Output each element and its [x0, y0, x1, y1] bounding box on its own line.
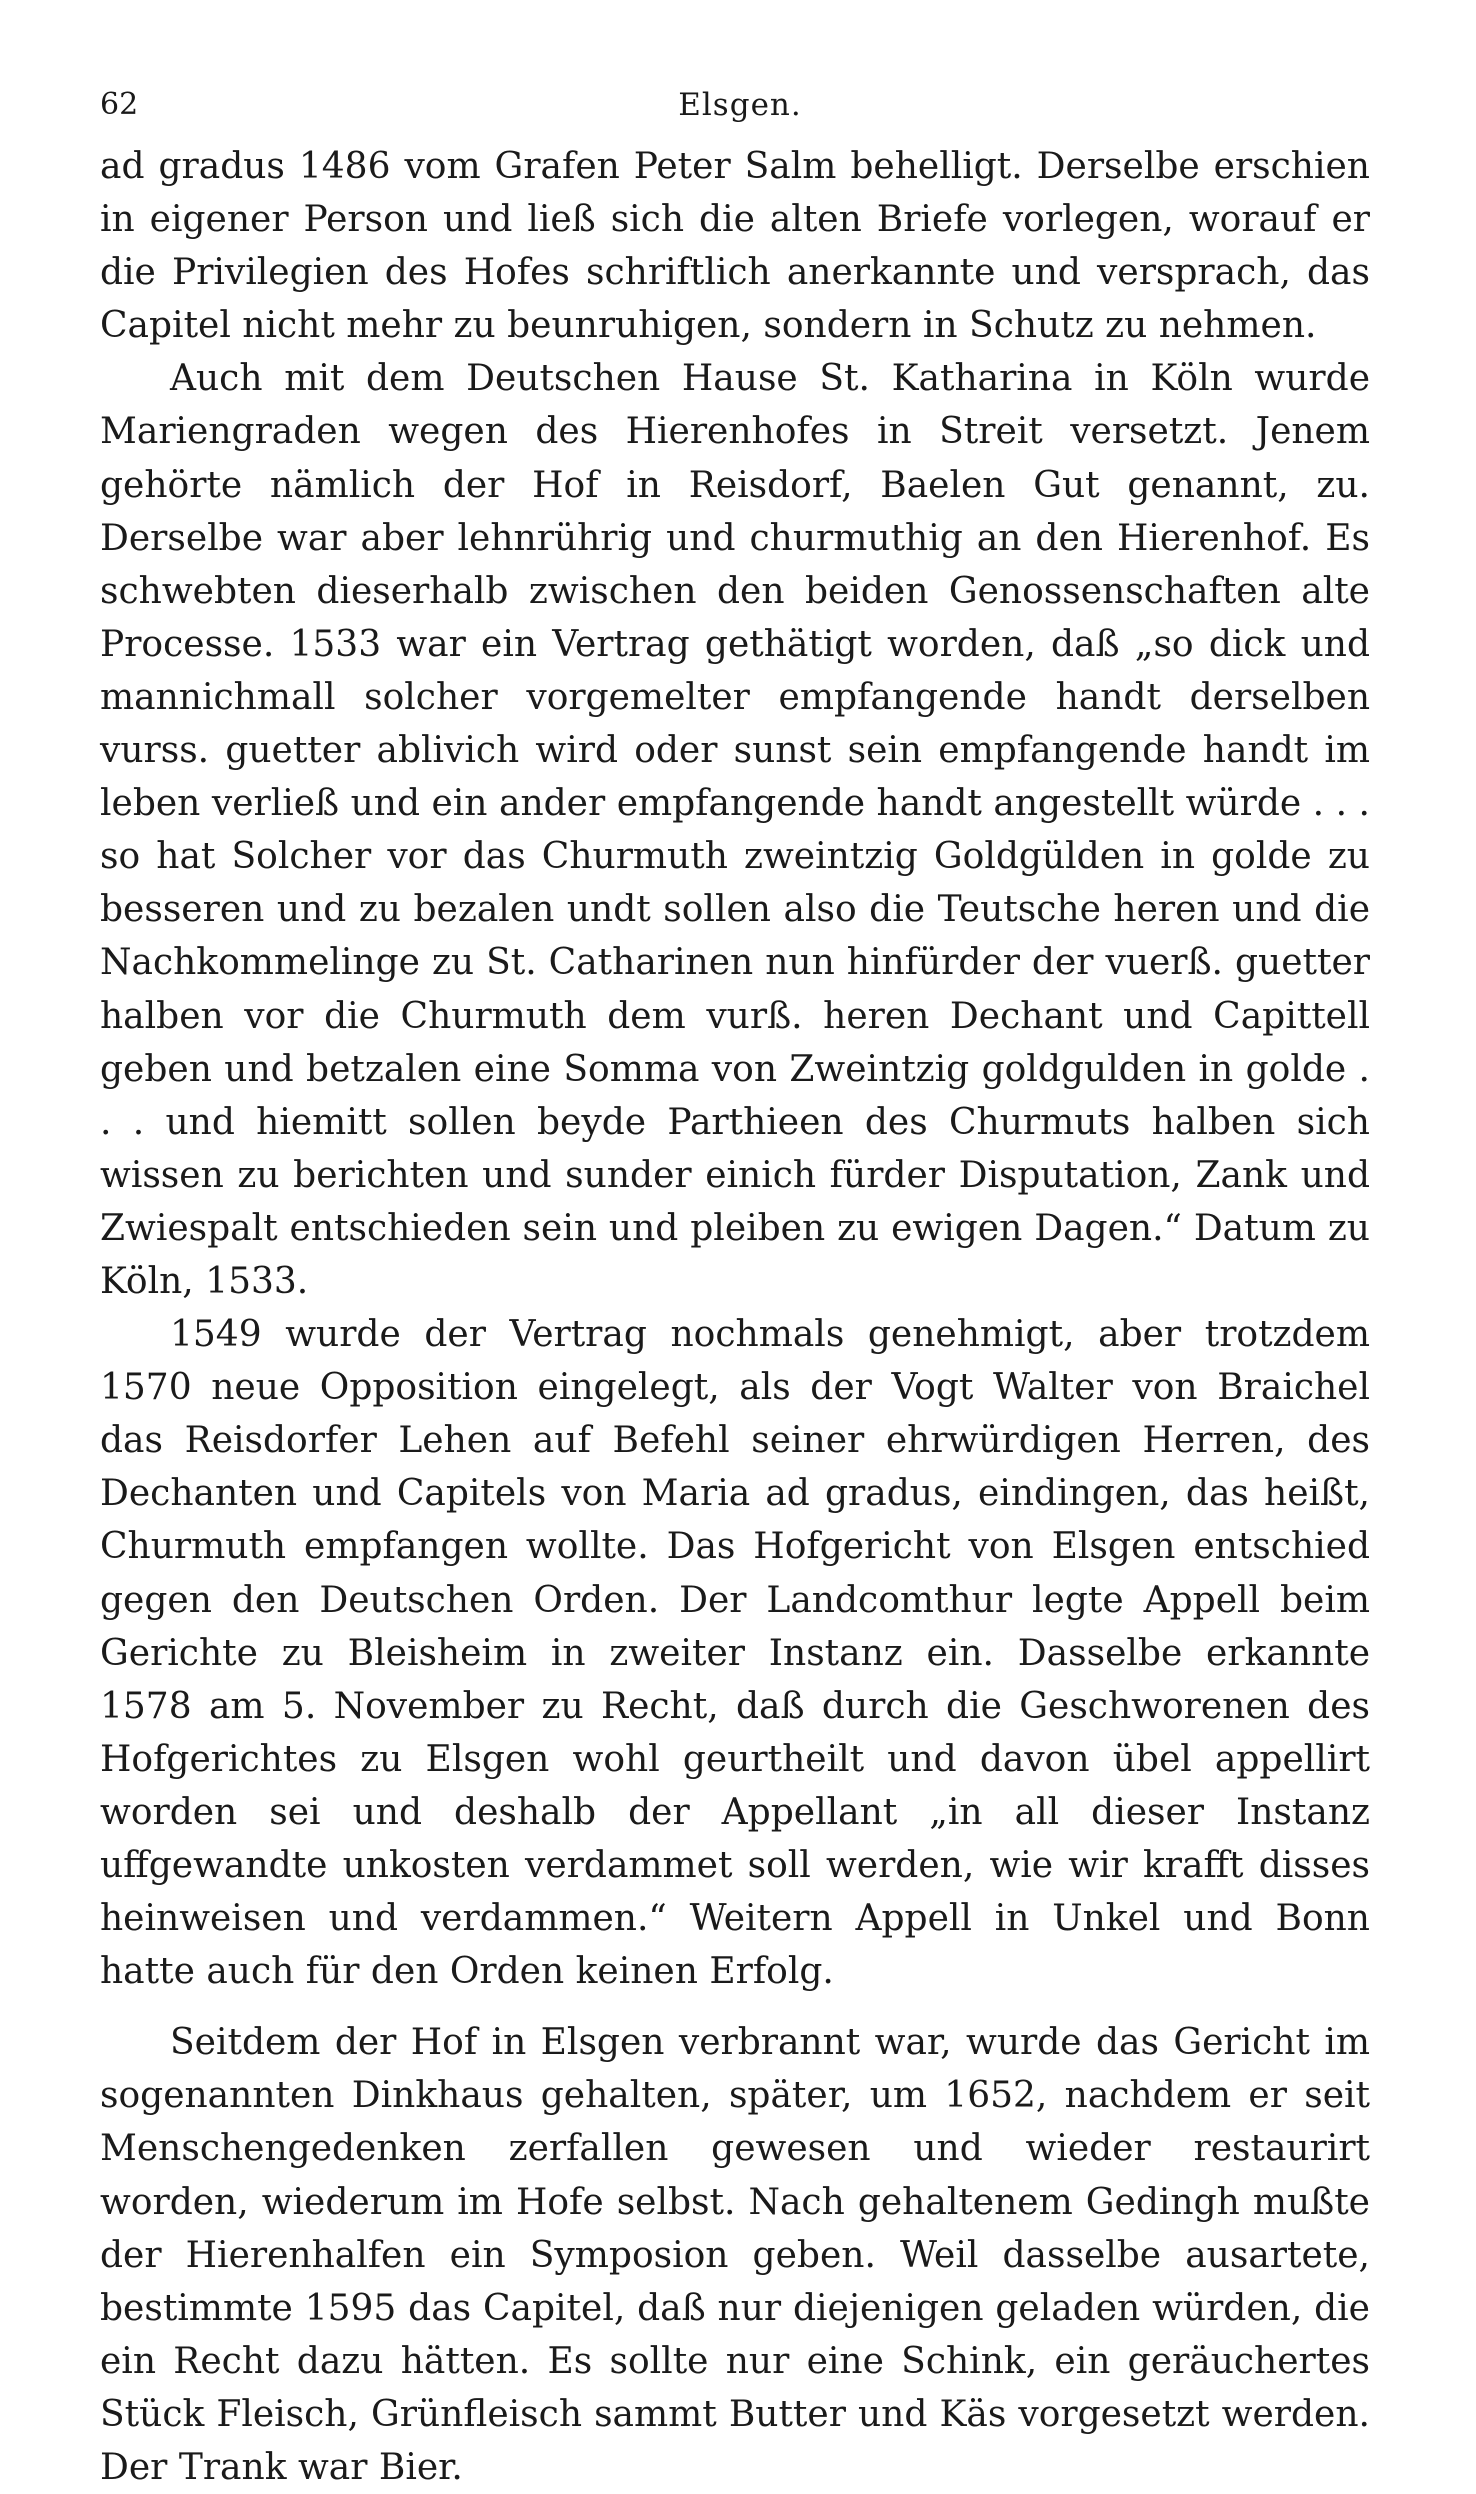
page-number: 62 [100, 87, 139, 122]
paragraph-vertrag-1549: 1549 wurde der Vertrag nochmals genehmigt, aber trotzdem 1570 neue Opposition eingelegt, als der Vogt Walter von Braichel das Reisdorfer Lehen auf Befehl seiner ehrwürdigen Herren, des Dechanten und Capitels von Maria ad gradus, eindingen, das heißt, Churmuth empfangen wollte. Das Hofgericht von Elsgen entschied gegen den Deutschen Orden. Der Landcomthur legte Appell beim Gerichte zu Bleisheim in zweiter Instanz ein. Dasselbe erkannte 1578 am 5. November zu Recht, daß durch die Geschworenen des Hofgerichtes zu Elsgen wohl geurtheilt und davon übel appellirt worden sei und deshalb der Appellant „in all dieser Instanz uffgewandte unkosten verdammet soll werden, wie wir krafft disses heinweisen und verdammen.“ Weitern Appell in Unkel und Bonn hatte auch für den Orden keinen Erfolg. [100, 1314, 1370, 1993]
page-header [100, 80, 1380, 130]
paragraph-continuation: ad gradus 1486 vom Grafen Peter Salm behelligt. Derselbe erschien in eigener Person und ließ sich die alten Briefe vorlegen, worauf er die Privilegien des Hofes schriftlich anerkannte und versprach, das Capitel nicht mehr zu beunruhigen, sondern in Schutz zu nehmen. [100, 146, 1370, 347]
paragraph-dinkhaus: Seitdem der Hof in Elsgen verbrannt war, wurde das Gericht im sogenannten Dinkhaus gehalten, später, um 1652, nachdem er seit Menschengedenken zerfallen gewesen und wieder restaurirt worden, wiederum im Hofe selbst. Nach gehaltenem Gedingh mußte der Hierenhalfen ein Symposion geben. Weil dasselbe ausartete, bestimmte 1595 das Capitel, daß nur diejenigen geladen würden, die ein Recht dazu hätten. Es sollte nur eine Schink, ein geräuchertes Stück Fleisch, Grünfleisch sammt Butter und Käs vorgesetzt werden. Der Trank war Bier. [100, 2022, 1370, 2489]
running-title: Elsgen. [678, 87, 802, 123]
body-text [100, 140, 1370, 2494]
paragraph-deutsches-haus: Auch mit dem Deutschen Hause St. Katharina in Köln wurde Mariengraden wegen des Hierenhofes in Streit versetzt. Jenem gehörte nämlich der Hof in Reisdorf, Baelen Gut genannt, zu. Derselbe war aber lehnrührig und churmuthig an den Hierenhof. Es schwebten dieserhalb zwischen den beiden Genossenschaften alte Processe. 1533 war ein Vertrag gethätigt worden, daß „so dick und mannichmall solcher vorgemelter empfangende handt derselben vurss. guetter ablivich wird oder sunst sein empfangende handt im leben verließ und ein ander empfangende handt angestellt würde . . . so hat Solcher vor das Churmuth zweintzig Goldgülden in golde zu besseren und zu bezalen undt sollen also die Teutsche heren und die Nachkommelinge zu St. Catharinen nun hinfürder der vuerß. guetter halben vor die Churmuth dem vurß. heren Dechant und Capittell geben und betzalen eine Somma von Zweintzig goldgulden in golde . . . und hiemitt sollen beyde Parthieen des Churmuts halben sich wissen zu berichten und sunder einich fürder Disputation, Zank und Zwiespalt entschieden sein und pleiben zu ewigen Dagen.“ Datum zu Köln, 1533. [100, 358, 1370, 1302]
